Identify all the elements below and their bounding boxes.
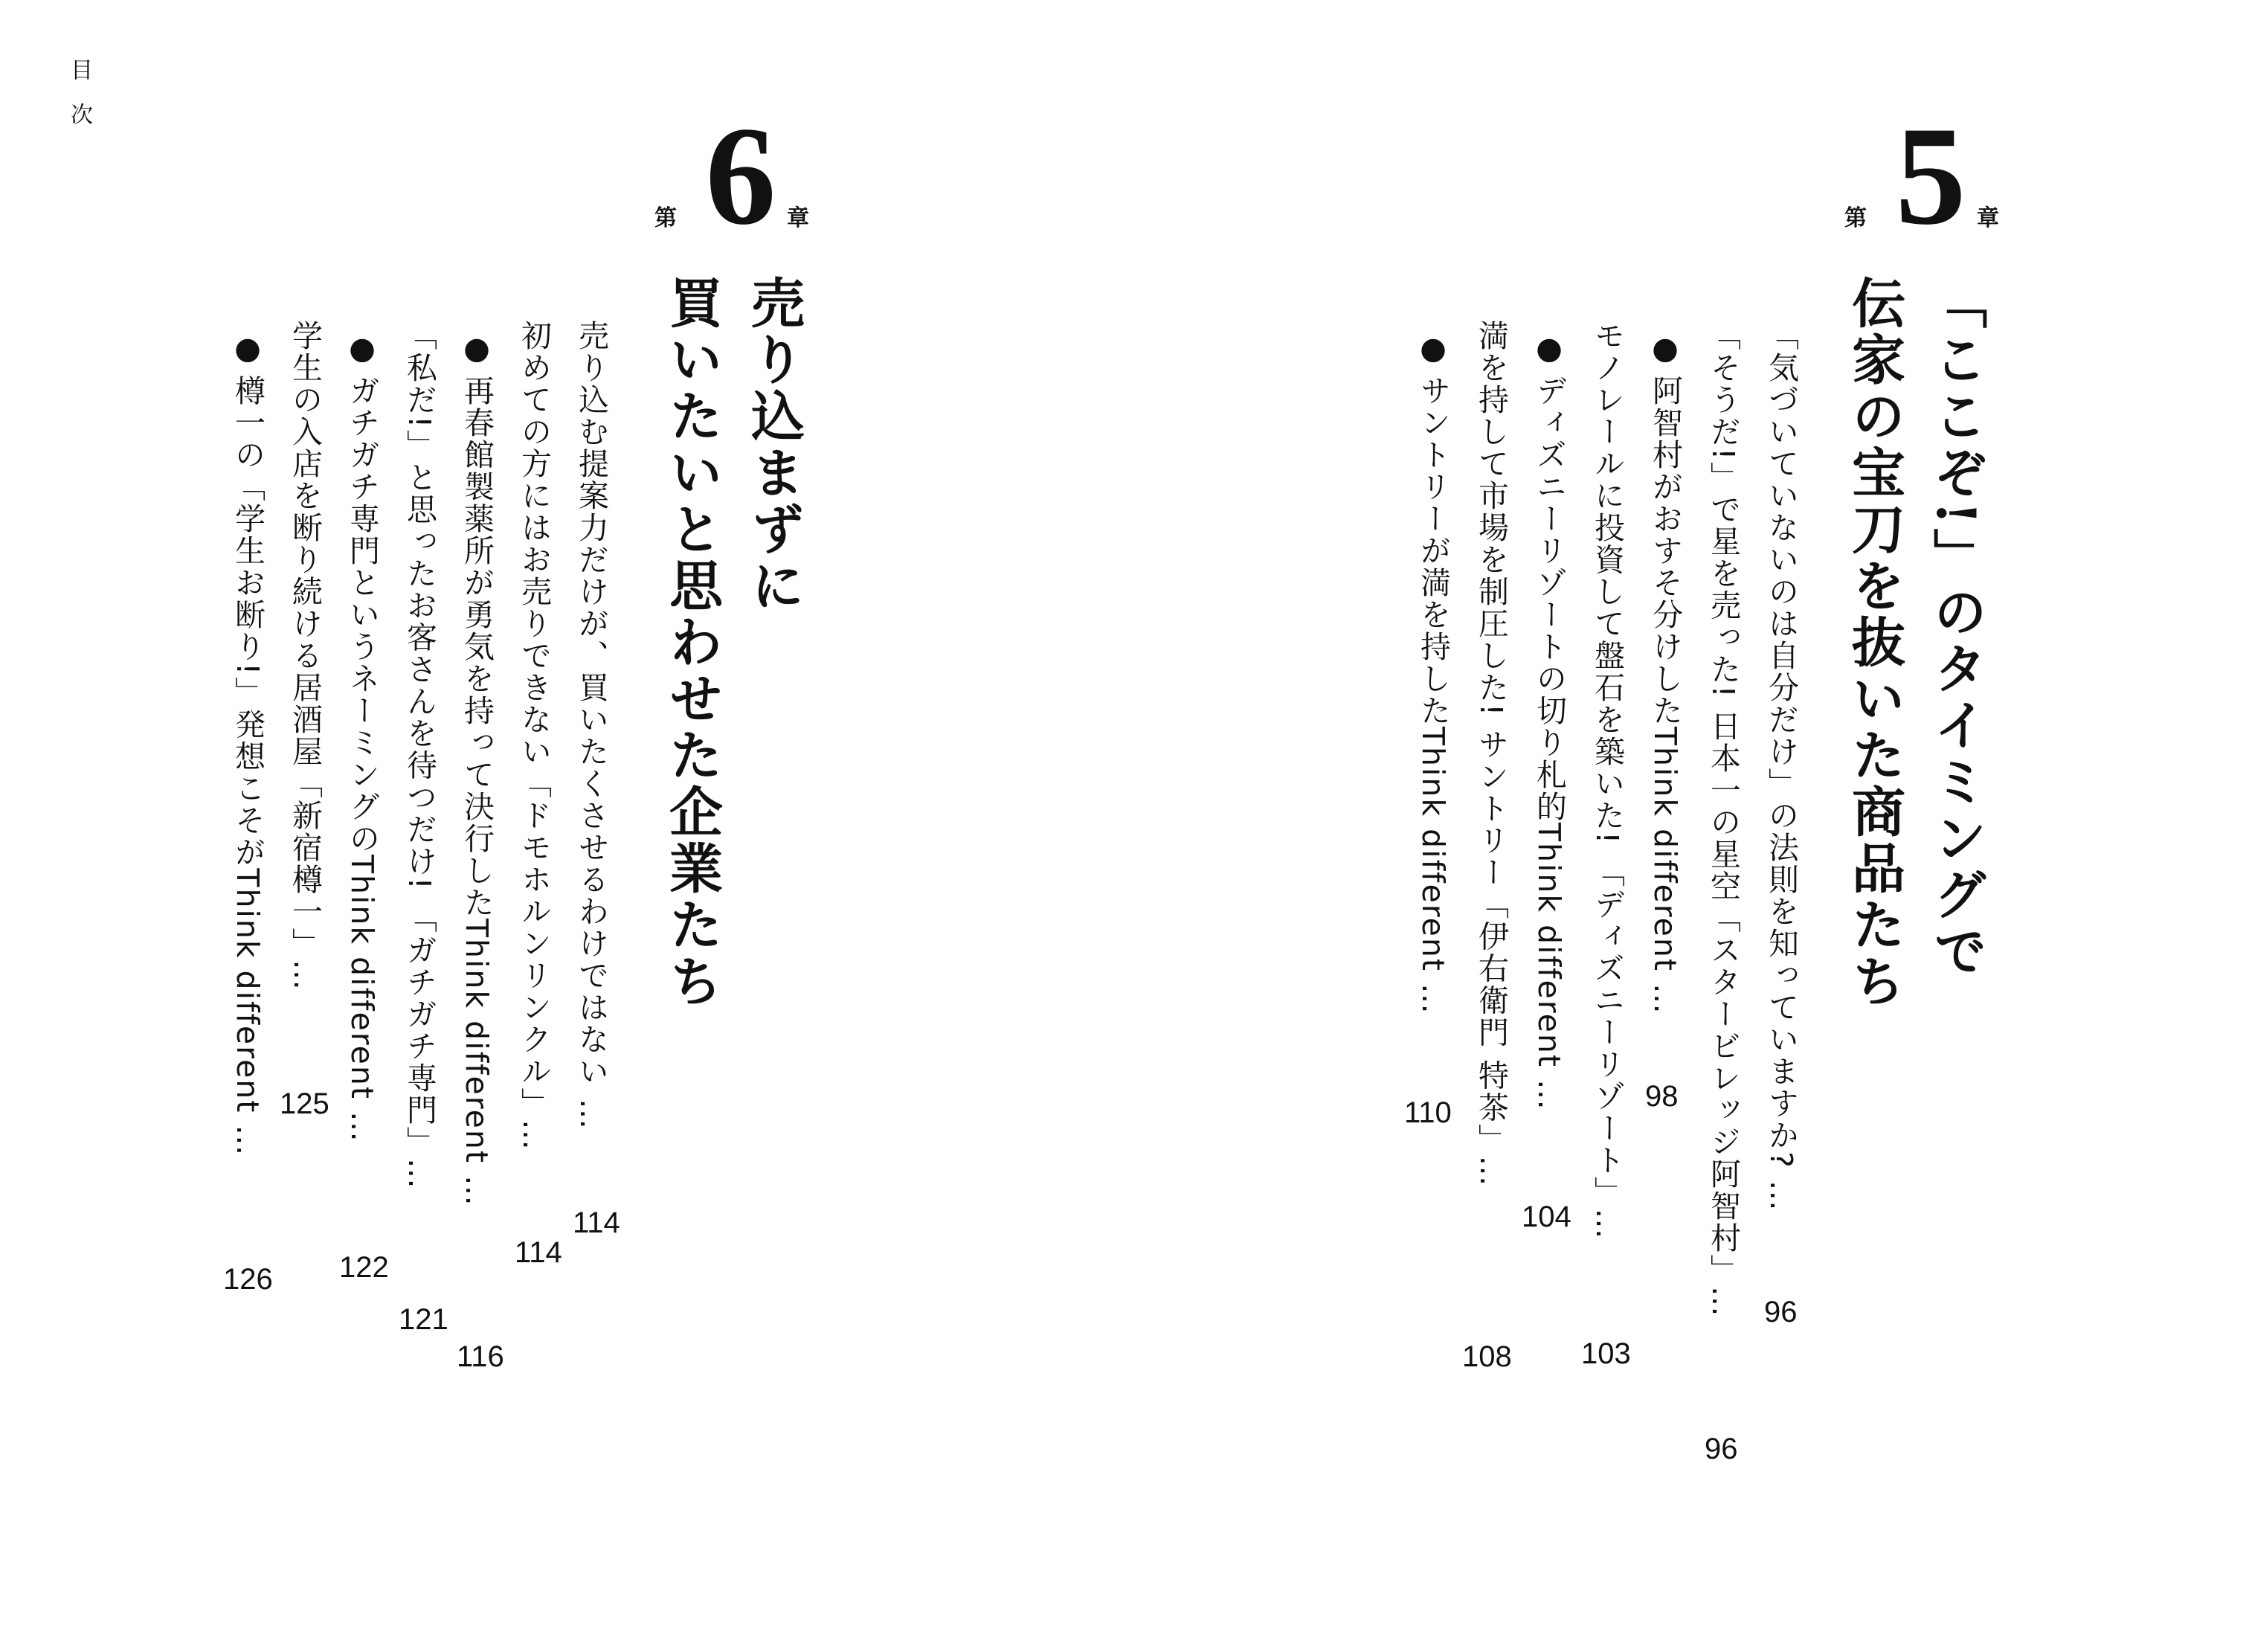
toc-entry[interactable]: [516, 320, 552, 1151]
entry-text: 学生の入店を断り続ける居酒屋「新宿樽一」…: [287, 320, 323, 991]
bullet-icon: ●: [1647, 330, 1683, 367]
entry-text: ディズニーリゾートの切り札的Think different …: [1531, 375, 1567, 1111]
chapter-prefix: 第: [1844, 205, 1867, 231]
running-head: 目次: [66, 58, 92, 147]
chapter-5-title-line-2: 伝家の宝刀を抜いた商品たち: [1843, 275, 1906, 1010]
left-page: [0, 0, 1124, 1652]
bullet-icon: ●: [459, 330, 495, 367]
entry-text: 売り込む提案力だけが、買いたくさせるわけではない …: [573, 320, 609, 1131]
toc-entry[interactable]: [459, 330, 495, 1207]
chapter-6-title-line-1: 売り込まずに: [742, 275, 805, 614]
entry-page-number: 110: [1404, 1096, 1452, 1129]
entry-page-number: 96: [1705, 1433, 1738, 1465]
entry-page-number: 98: [1645, 1080, 1679, 1113]
chapter-suffix: 章: [787, 205, 809, 231]
bullet-icon: ●: [1415, 330, 1451, 367]
entry-page-number: 114: [515, 1236, 562, 1269]
entry-text: 「気づいていないのは自分だけ」の法則を知っていますか? …: [1763, 320, 1799, 1212]
entry-text: 満を持して市場を制圧した! サントリー「伊右衛門 特茶」…: [1473, 320, 1509, 1188]
toc-entry[interactable]: [1531, 330, 1567, 1111]
toc-entry[interactable]: [230, 330, 266, 1157]
entry-page-number: 121: [399, 1303, 448, 1336]
entry-text: 初めての方にはお売りできない「ドモホルンリンクル」…: [516, 320, 552, 1151]
chapter-5-title-line-1: 「ここぞ!」のタイミングで: [1925, 275, 1988, 980]
right-page: [1124, 0, 2249, 1652]
entry-page-number: 125: [280, 1087, 329, 1120]
entry-text: 「そうだ!」で星を売った! 日本一の星空「スタービレッジ阿智村」…: [1705, 320, 1741, 1318]
toc-entry[interactable]: [573, 320, 609, 1131]
entry-text: モノレールに投資して盤石を築いた! 「ディズニーリゾート」…: [1589, 320, 1625, 1241]
entry-page-number: 96: [1764, 1296, 1798, 1328]
entry-page-number: 126: [223, 1263, 273, 1296]
entry-page-number: 122: [339, 1251, 389, 1284]
entry-page-number: 103: [1581, 1337, 1631, 1370]
entry-text: サントリーが満を持したThink different …: [1415, 375, 1451, 1015]
toc-entry[interactable]: [1705, 320, 1741, 1318]
bullet-icon: ●: [1531, 330, 1567, 367]
toc-entry[interactable]: [344, 330, 380, 1143]
chapter-6-label: [654, 98, 811, 254]
chapter-suffix: 章: [1977, 205, 1999, 231]
toc-entry[interactable]: [402, 320, 437, 1190]
entry-page-number: 114: [573, 1206, 620, 1239]
entry-text: 再春館製薬所が勇気を持って決行したThink different …: [459, 375, 495, 1207]
toc-entry[interactable]: [1473, 320, 1509, 1188]
toc-entry[interactable]: [1763, 320, 1799, 1212]
chapter-number: 5: [1895, 98, 1966, 254]
chapter-5-label: [1844, 98, 2001, 254]
entry-text: 「私だ!」と思ったお客さんを待つだけ! 「ガチガチ専門」…: [402, 320, 437, 1190]
bullet-icon: ●: [344, 330, 380, 367]
entry-text: 樽一の「学生お断り!」発想こそがThink different …: [230, 375, 266, 1157]
entry-page-number: 104: [1522, 1201, 1571, 1233]
entry-text: ガチガチ専門というネーミングのThink different …: [344, 375, 380, 1143]
chapter-prefix: 第: [654, 205, 677, 231]
entry-text: 阿智村がおすそ分けしたThink different …: [1647, 375, 1683, 1015]
chapter-number: 6: [705, 98, 776, 254]
toc-entry[interactable]: [287, 320, 323, 991]
entry-page-number: 116: [457, 1340, 504, 1373]
chapter-6-title-line-2: 買いたいと思わせた企業たち: [660, 275, 724, 1010]
toc-entry[interactable]: [1589, 320, 1625, 1241]
toc-entry[interactable]: [1415, 330, 1451, 1015]
toc-entry[interactable]: [1647, 330, 1683, 1015]
entry-page-number: 108: [1462, 1340, 1512, 1373]
bullet-icon: ●: [230, 330, 266, 367]
